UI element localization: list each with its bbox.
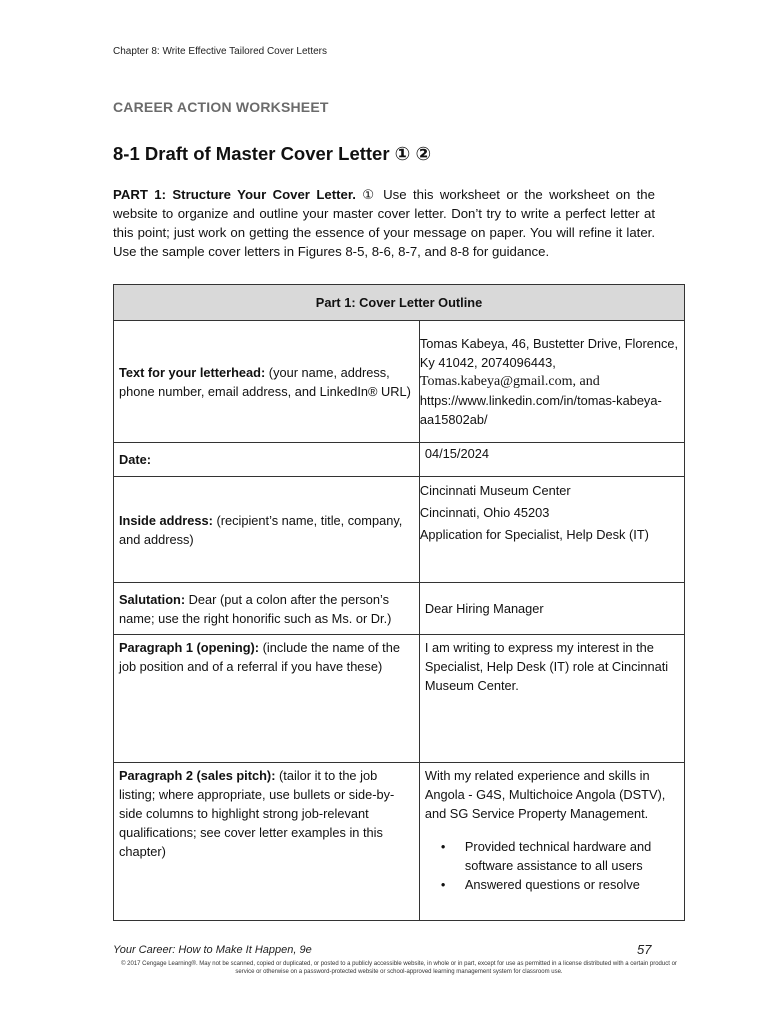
intro-body: ① Use this worksheet or the worksheet on the website to organize and outline your master cover letter. Don’t try to write a perfect letter at this point; just work on getting the essence of your message on paper. You will refine it later. Use the sample cover letters in Figures 8-5, 8-6, 8-7, and 8-8 for guidance. [113,187,655,259]
inside-address-line: Application for Specialist, Help Desk (IT) [419,527,649,542]
paragraph2-hint: (tailor it to the job listing; where appropriate, use bullets or side-by-side columns to highlight strong job-relevant qualifications; see cover letter examples in this chapter) [119,768,395,859]
footer-copyright: © 2017 Cengage Learning®. May not be scanned, copied or duplicated, or posted to a publicly accessible website, in whole or in part, except for use as permitted in a license distributed with a certain product or service or otherwise on a password-protected website or school-approved learning management system for classroom use. [121,961,677,975]
table-row-date [114,443,685,477]
letterhead-value-email: Tomas.kabeya@gmail.com, and [419,374,600,389]
table-header: Part 1: Cover Letter Outline [114,285,685,321]
date-label: Date: [119,452,151,467]
inside-address-label: Inside address: [119,512,213,528]
letterhead-value-cell [419,321,684,443]
inside-address-value-cell [419,477,684,583]
page-number: 57 [637,942,652,957]
date-value-cell [419,443,684,477]
table-header-row [114,285,685,321]
date-value: 04/15/2024 [424,446,489,461]
letterhead-label: Text for your letterhead: [119,364,266,380]
paragraph2-label-cell [114,763,420,921]
intro-paragraph [113,185,655,261]
paragraph2-value: With my related experience and skills in Angola - G4S, Multichoice Angola (DSTV), and SG Service Property Management. [424,768,666,821]
inside-address-label-cell [114,477,420,583]
list-item [440,837,679,875]
date-label-cell [114,443,420,477]
table-row-letterhead [114,321,685,443]
chapter-header: Chapter 8: Write Effective Tailored Cover Letters [113,46,327,57]
table-row-inside-address [114,477,685,583]
paragraph2-value-cell [419,763,684,921]
list-item-text: Provided technical hardware and software assistance to all users [464,839,652,873]
letterhead-value-linkedin: https://www.linkedin.com/in/tomas-kabeya-aa15802ab/ [419,393,662,427]
paragraph2-label: Paragraph 2 (sales pitch): [119,768,276,783]
list-item [440,875,679,894]
cover-letter-outline-table [113,284,685,921]
paragraph2-bullet-list [425,837,679,894]
salutation-value-cell [419,583,684,635]
paragraph1-value: I am writing to express my interest in the Specialist, Help Desk (IT) role at Cincinnati Museum Center. [424,640,669,693]
intro-lead: PART 1: Structure Your Cover Letter. [113,187,356,202]
table-row-paragraph2 [114,763,685,921]
paragraph1-value-cell [419,635,684,763]
salutation-value: Dear Hiring Manager [424,601,544,616]
letterhead-label-cell [114,321,420,443]
salutation-label: Salutation: [119,591,186,607]
list-item-text: Answered questions or resolve [464,877,640,892]
worksheet-label: CAREER ACTION WORKSHEET [113,99,329,115]
salutation-label-cell [114,583,420,635]
paragraph1-label: Paragraph 1 (opening): [119,640,260,655]
table-row-salutation [114,583,685,635]
salutation-hint: Dear (put a colon after the person’s name; use the right honorific such as Ms. or Dr.) [119,591,392,626]
paragraph1-hint: (include the name of the job position and of a referral if you have these) [119,640,400,674]
bullet-icon: • [440,839,446,854]
page-title: 8-1 Draft of Master Cover Letter ① ② [113,143,432,164]
inside-address-hint: (recipient’s name, title, company, and address) [119,512,403,547]
letterhead-hint: (your name, address, phone number, email address, and LinkedIn® URL) [119,364,411,399]
inside-address-line: Cincinnati Museum Center [419,483,571,498]
table-row-paragraph1 [114,635,685,763]
paragraph1-label-cell [114,635,420,763]
inside-address-line: Cincinnati, Ohio 45203 [419,505,550,520]
letterhead-value-line1: Tomas Kabeya, 46, Bustetter Drive, Florence, Ky 41042, 2074096443, [419,336,679,370]
footer-book-title: Your Career: How to Make It Happen, 9e [113,944,312,956]
bullet-icon: • [440,877,446,892]
